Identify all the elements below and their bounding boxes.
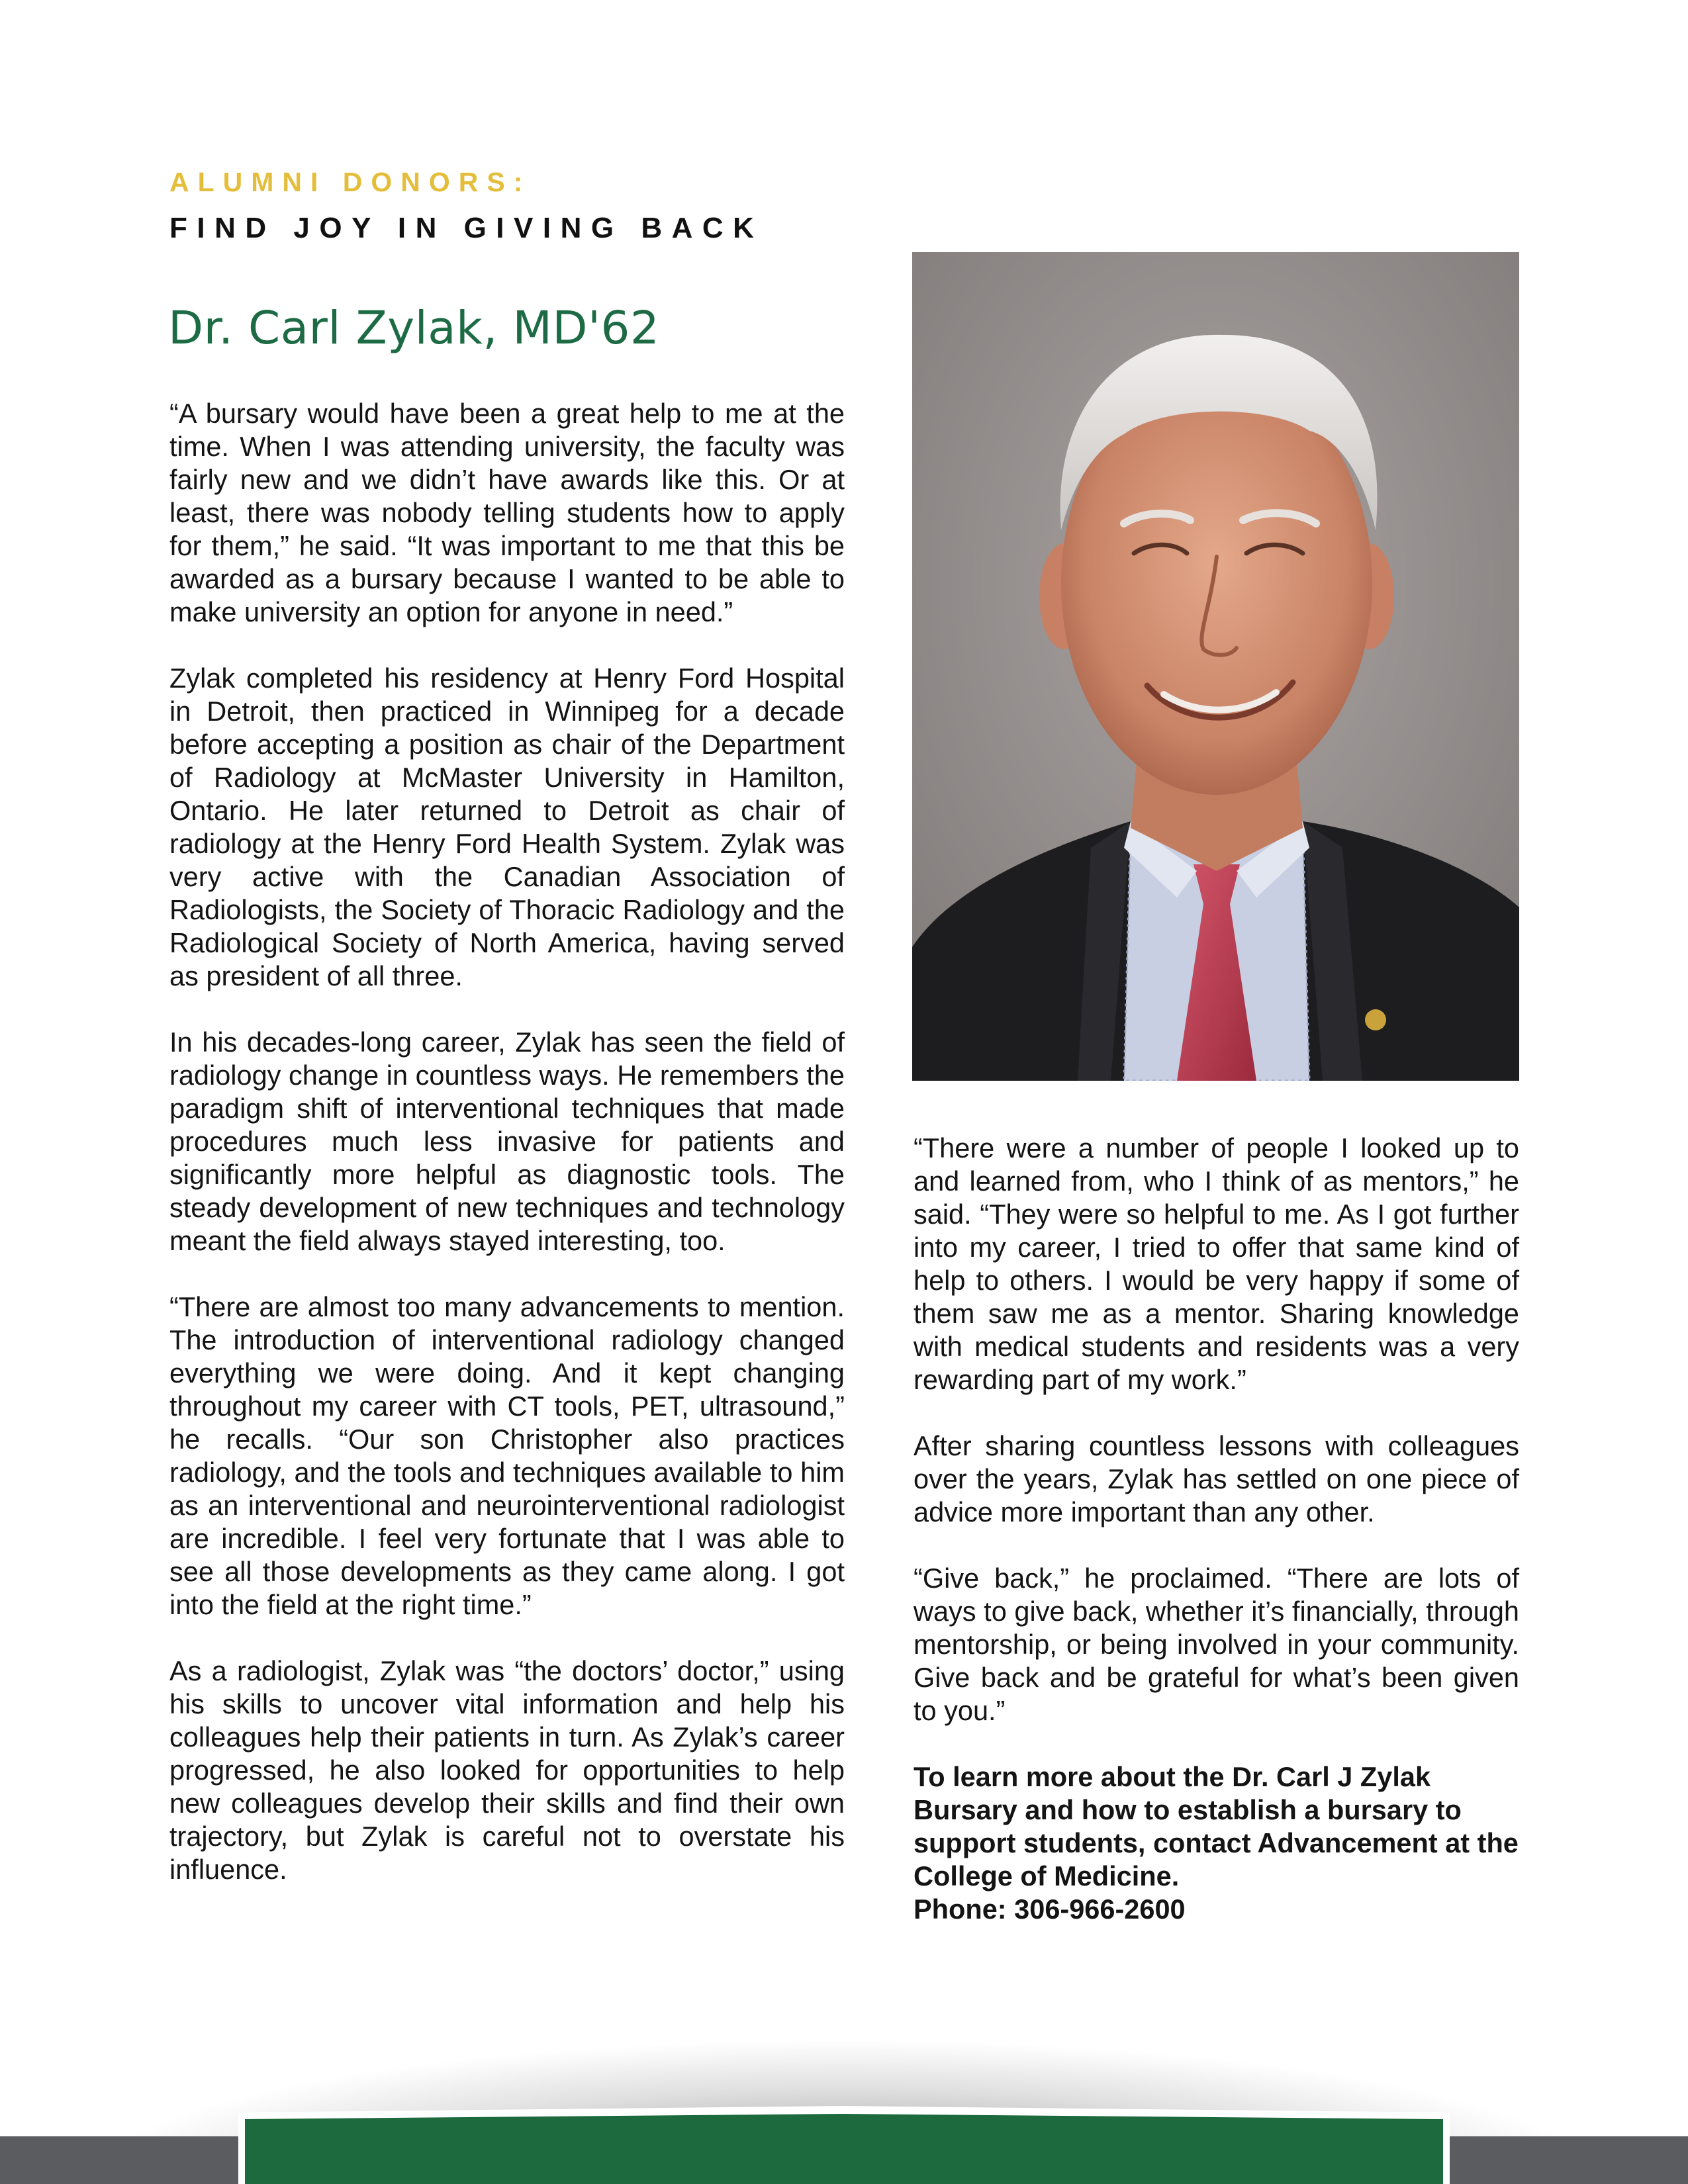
body-paragraph: Zylak completed his residency at Henry Ford Hospital in Detroit, then practiced in Winnipeg for a decade before accepting a position as chair of the Department of Radiology at McMaster University in Hamilton, Ontario. He later returned to Detroit as chair of radiology at the Henry Ford Health System. Zylak was very active with the Canadian Association of Radiologists, the Society of Thoracic Radiology and the Radiological Society of North America, having served as president of all three. [169, 662, 845, 991]
right-text-column [914, 1132, 1519, 1926]
article-headline: FIND JOY IN GIVING BACK [169, 212, 764, 244]
body-paragraph: After sharing countless lessons with colleagues over the years, Zylak has settled on one piece of advice more important than any other. [914, 1430, 1519, 1527]
section-kicker: ALUMNI DONORS: [169, 167, 532, 197]
cta-text: To learn more about the Dr. Carl J Zylak Bursary and how to establish a bursary to support students, contact Advancement at the College of Medicine. [914, 1761, 1519, 1891]
contact-call-to-action [914, 1760, 1519, 1926]
body-paragraph: “A bursary would have been a great help to me at the time. When I was attending university, the faculty was fairly new and we didn’t have awards like this. Or at least, there was nobody telling students how to apply for them,” he said. “It was important to me that this be awarded as a bursary because I wanted to be able to make university an option for anyone in need.” [169, 398, 845, 627]
body-paragraph: As a radiologist, Zylak was “the doctors’ doctor,” using his skills to uncover vital information and help his colleagues help their patients in turn. As Zylak’s career progressed, he also looked for opportunities to help new colleagues develop their skills and find their own trajectory, but Zylak is careful not to overstate his influence. [169, 1655, 845, 1885]
footer-green-banner [238, 2099, 1450, 2184]
contact-phone: Phone: 306-966-2600 [914, 1893, 1186, 1925]
body-paragraph: “There are almost too many advancements to mention. The introduction of interventional radiology changed everything we were doing. And it kept changing throughout my career with CT tools, PET, ultrasound,” he recalls. “Our son Christopher also practices radiology, and the tools and techniques available to him as an interventional and neurointerventional radiologist are incredible. I feel very fortunate that I was able to see all those developments as they came along. I got into the field at the right time.” [169, 1291, 845, 1620]
body-paragraph: “There were a number of people I looked up to and learned from, who I think of as mentors,” he said. “They were so helpful to me. As I got further into my career, I tried to offer that same kind of help to others. I would be very happy if some of them saw me as a mentor. Sharing knowledge with medical students and residents was a very rewarding part of my work.” [914, 1132, 1519, 1395]
donor-name-title: Dr. Carl Zylak, MD'62 [168, 302, 660, 355]
body-paragraph: “Give back,” he proclaimed. “There are lots of ways to give back, whether it’s financially, through mentorship, or being involved in your community. Give back and be grateful for what’s been given to you.” [914, 1563, 1519, 1726]
body-paragraph: In his decades-long career, Zylak has seen the field of radiology change in countless ways. He remembers the paradigm shift of interventional techniques that made procedures much less invasive for patients and significantly more helpful as diagnostic tools. The steady development of new techniques and technology meant the field always stayed interesting, too. [169, 1026, 845, 1256]
left-text-column [169, 397, 845, 1886]
donor-portrait-photo [912, 252, 1519, 1081]
